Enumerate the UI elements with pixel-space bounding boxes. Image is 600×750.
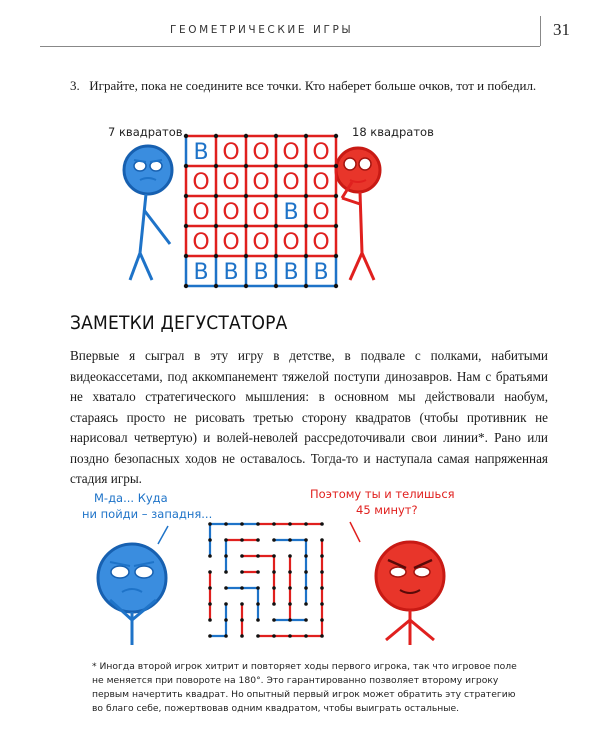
maze-dot: [288, 522, 292, 526]
maze-dot: [272, 618, 276, 622]
section-heading: ЗАМЕТКИ ДЕГУСТАТОРА: [70, 312, 288, 334]
maze-dot: [208, 602, 212, 606]
maze-dot: [320, 570, 324, 574]
maze-dot: [320, 538, 324, 542]
blue-speech-line2: ни пойди – западня...: [82, 507, 213, 521]
board-dot: [184, 164, 188, 168]
maze-dot: [224, 570, 228, 574]
maze-dot: [272, 570, 276, 574]
board-cell-letter: O: [222, 230, 240, 255]
red-angry-figure: [376, 542, 444, 645]
maze-dot: [272, 522, 276, 526]
maze-dot: [240, 538, 244, 542]
maze-dot: [240, 618, 244, 622]
maze-dot: [240, 522, 244, 526]
board-dot: [274, 164, 278, 168]
board-dot: [244, 194, 248, 198]
maze-dot: [304, 602, 308, 606]
maze-dot: [240, 634, 244, 638]
maze-dot: [208, 586, 212, 590]
maze-dot: [224, 538, 228, 542]
maze-dot: [208, 618, 212, 622]
board-dot: [274, 284, 278, 288]
maze-dot: [256, 634, 260, 638]
maze-dot: [208, 554, 212, 558]
board-dot: [274, 134, 278, 138]
paragraph-text: Впервые я сыграл в эту игру в детстве, в подвале с полками, набитыми видеокассетами, под аккомпанемент тяжелой поступи динозавров. Нам с братьями не хватало стратегического мышления: в основном мы действовали наобум, стараясь просто не рисовать третью сторону квадратов (чтобы противник не нарисовал четвертую) и волей-неволей рассредоточивали свои линии*. Рано или поздно безопасных ходов не оставалось. Тогда-то и наступала самая напряженная стадия игры.: [70, 348, 548, 486]
board-dot: [334, 284, 338, 288]
board-cell-letter: O: [252, 200, 270, 225]
blue-speech-pointer: [158, 526, 168, 544]
board-cell-letter: В: [283, 200, 299, 225]
board-dot: [244, 164, 248, 168]
comic-illustration: [60, 480, 560, 650]
game-illustration: [60, 118, 540, 298]
maze-dot: [288, 554, 292, 558]
maze-dot: [304, 618, 308, 622]
board-cell-letter: O: [192, 230, 210, 255]
maze-dot: [208, 634, 212, 638]
red-speech-line1: Поэтому ты и телишься: [310, 487, 455, 501]
board-cell-letter: O: [312, 140, 330, 165]
board-dot: [214, 254, 218, 258]
board-dot: [214, 194, 218, 198]
maze-dot: [256, 554, 260, 558]
maze-dot: [304, 554, 308, 558]
board-cell-letter: O: [252, 170, 270, 195]
board-cell-letter: O: [312, 230, 330, 255]
board-cell-letter: O: [282, 170, 300, 195]
running-header: ГЕОМЕТРИЧЕСКИЕ ИГРЫ: [170, 24, 354, 36]
maze-dot: [304, 634, 308, 638]
maze-dot: [224, 602, 228, 606]
board-dot: [334, 224, 338, 228]
board-cell-letter: O: [312, 200, 330, 225]
board-cell-letter: O: [222, 140, 240, 165]
maze-dot: [224, 618, 228, 622]
board-cell-letter: O: [192, 200, 210, 225]
maze-dot: [320, 602, 324, 606]
blue-stick-figure: [124, 146, 172, 280]
board-cell-letter: O: [192, 170, 210, 195]
blue-speech-line1: М-да... Куда: [94, 491, 168, 505]
board-cell-letter: В: [283, 260, 299, 285]
maze-dot: [320, 634, 324, 638]
board-dot: [184, 134, 188, 138]
board-cell-letter: O: [222, 170, 240, 195]
maze-dot: [256, 522, 260, 526]
maze-dot: [208, 570, 212, 574]
board-dot: [184, 254, 188, 258]
maze-dot: [288, 586, 292, 590]
footnote: * Иногда второй игрок хитрит и повторяет ходы первого игрока, так что игровое поле не меняется при повороте на 180°. Это гарантированно позволяет второму игроку первым начертить квадрат. Но опытный первый игрок может обратить эту стратегию во благо себе, пожертвовав одним квадратом, чтобы выиграть остальные.: [92, 661, 517, 714]
board-cell-letter: O: [252, 140, 270, 165]
red-speech-line2: 45 минут?: [356, 503, 418, 517]
board-cell-letter: O: [222, 200, 240, 225]
maze-dot: [288, 634, 292, 638]
board-dot: [304, 194, 308, 198]
body-paragraph: [70, 346, 548, 490]
board-dot: [304, 164, 308, 168]
board-dot: [274, 224, 278, 228]
maze-dot: [272, 554, 276, 558]
maze-dot: [240, 570, 244, 574]
board-dot: [304, 224, 308, 228]
board-dot: [304, 284, 308, 288]
board-dot: [304, 134, 308, 138]
page-number: 31: [553, 20, 570, 39]
maze-dot: [240, 554, 244, 558]
blue-frowning-figure: [98, 544, 166, 645]
board-dot: [334, 134, 338, 138]
step-number: 3.: [70, 78, 80, 93]
board-dot: [184, 194, 188, 198]
board-cell-letter: O: [252, 230, 270, 255]
red-score-label: 18 квадратов: [352, 125, 434, 139]
board-dot: [244, 284, 248, 288]
maze-dot: [304, 538, 308, 542]
maze-dot: [288, 618, 292, 622]
maze-dot: [320, 618, 324, 622]
board-dot: [274, 194, 278, 198]
board-dot: [334, 194, 338, 198]
game-board: [184, 134, 338, 288]
maze-dot: [272, 538, 276, 542]
maze-dot: [256, 570, 260, 574]
maze-dot: [256, 586, 260, 590]
maze-dot: [320, 586, 324, 590]
maze-dot: [224, 586, 228, 590]
maze-dot: [256, 538, 260, 542]
step-text: Играйте, пока не соедините все точки. Кто наберет больше очков, тот и победил.: [89, 78, 537, 93]
board-dot: [214, 284, 218, 288]
maze-dot: [224, 554, 228, 558]
maze-dot: [288, 538, 292, 542]
maze-board: [208, 522, 324, 638]
red-stick-figure: [336, 148, 380, 280]
board-dot: [214, 164, 218, 168]
board-dot: [184, 224, 188, 228]
blue-score-label: 7 квадратов: [108, 125, 183, 139]
maze-dot: [272, 634, 276, 638]
board-dot: [334, 254, 338, 258]
maze-dot: [256, 618, 260, 622]
board-cell-letter: O: [312, 170, 330, 195]
maze-dot: [224, 522, 228, 526]
board-dot: [334, 164, 338, 168]
board-cell-letter: O: [282, 140, 300, 165]
maze-dot: [304, 570, 308, 574]
board-dot: [244, 134, 248, 138]
maze-dot: [288, 602, 292, 606]
maze-dot: [272, 586, 276, 590]
board-cell-letter: O: [282, 230, 300, 255]
maze-dot: [304, 522, 308, 526]
maze-dot: [256, 602, 260, 606]
maze-dot: [240, 586, 244, 590]
maze-dot: [240, 602, 244, 606]
board-cell-letter: В: [313, 260, 329, 285]
board-dot: [184, 284, 188, 288]
board-cell-letter: В: [193, 140, 209, 165]
header-separator: [540, 16, 541, 46]
maze-dot: [320, 554, 324, 558]
board-dot: [244, 254, 248, 258]
maze-dot: [208, 522, 212, 526]
maze-dot: [304, 586, 308, 590]
board-dot: [304, 254, 308, 258]
board-dot: [244, 224, 248, 228]
header-rule: [40, 46, 540, 47]
board-cell-letter: В: [253, 260, 269, 285]
board-dot: [274, 254, 278, 258]
board-dot: [214, 134, 218, 138]
board-cell-letter: В: [193, 260, 209, 285]
maze-dot: [320, 522, 324, 526]
red-speech-pointer: [350, 522, 360, 542]
board-cell-letter: В: [223, 260, 239, 285]
maze-dot: [224, 634, 228, 638]
step-item: [70, 76, 540, 96]
maze-dot: [208, 538, 212, 542]
maze-dot: [288, 570, 292, 574]
board-dot: [214, 224, 218, 228]
maze-dot: [272, 602, 276, 606]
